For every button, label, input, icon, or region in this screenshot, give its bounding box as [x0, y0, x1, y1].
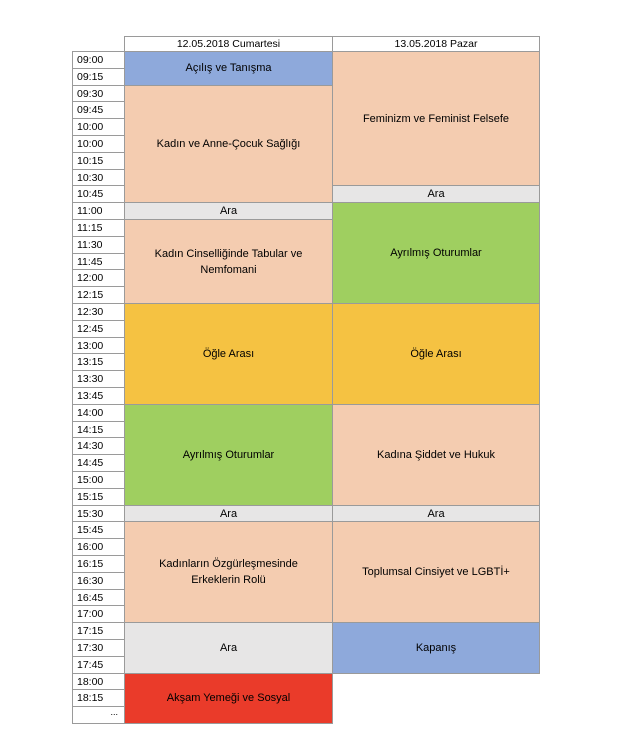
time-cell: 13:30 [72, 370, 125, 388]
time-cell: 11:00 [72, 202, 125, 220]
day1-session: Öğle Arası [124, 303, 333, 405]
time-cell: 13:00 [72, 337, 125, 355]
time-cell: 16:45 [72, 589, 125, 607]
time-cell: 13:45 [72, 387, 125, 405]
time-cell: 16:00 [72, 538, 125, 556]
time-cell: 09:15 [72, 68, 125, 86]
time-cell: 15:15 [72, 488, 125, 506]
day1-session: Ara [124, 202, 333, 220]
time-cell: 10:45 [72, 185, 125, 203]
time-cell: 12:00 [72, 269, 125, 287]
time-cell: 15:45 [72, 521, 125, 539]
time-cell: 17:30 [72, 639, 125, 657]
time-cell: 11:15 [72, 219, 125, 237]
time-cell: 09:00 [72, 51, 125, 69]
time-cell: 14:00 [72, 404, 125, 422]
time-cell: 12:45 [72, 320, 125, 338]
time-cell: 15:00 [72, 471, 125, 489]
ellipsis-cell: ... [72, 706, 125, 724]
day1-session: Ara [124, 622, 333, 673]
day1-session: Kadınların Özgürleşmesinde Erkeklerin Rolü [124, 521, 333, 623]
time-cell: 16:30 [72, 572, 125, 590]
time-cell: 17:15 [72, 622, 125, 640]
time-cell: 13:15 [72, 353, 125, 371]
time-cell: 10:00 [72, 135, 125, 153]
day2-session: Ara [332, 505, 540, 523]
time-cell: 14:30 [72, 437, 125, 455]
day1-session: Kadın Cinselliğinde Tabular ve Nemfomani [124, 219, 333, 304]
time-cell: 18:15 [72, 689, 125, 707]
time-cell: 16:15 [72, 555, 125, 573]
day1-session: Ara [124, 505, 333, 523]
time-cell: 14:15 [72, 421, 125, 439]
time-cell: 15:30 [72, 505, 125, 523]
time-cell: 09:45 [72, 101, 125, 119]
day1-header: 12.05.2018 Cumartesi [124, 36, 333, 52]
time-cell: 09:30 [72, 85, 125, 103]
time-cell: 14:45 [72, 454, 125, 472]
day2-session: Feminizm ve Feminist Felsefe [332, 51, 540, 186]
time-cell: 17:45 [72, 656, 125, 674]
day2-session: Öğle Arası [332, 303, 540, 405]
day2-session: Toplumsal Cinsiyet ve LGBTİ+ [332, 521, 540, 623]
day2-session: Kadına Şiddet ve Hukuk [332, 404, 540, 506]
time-cell: 11:45 [72, 253, 125, 271]
day1-session: Kadın ve Anne-Çocuk Sağlığı [124, 85, 333, 204]
time-cell: 10:30 [72, 169, 125, 187]
time-cell: 12:15 [72, 286, 125, 304]
day2-session: Ayrılmış Oturumlar [332, 202, 540, 304]
day2-header: 13.05.2018 Pazar [332, 36, 540, 52]
time-cell: 11:30 [72, 236, 125, 254]
day1-session: Ayrılmış Oturumlar [124, 404, 333, 506]
time-cell: 10:15 [72, 152, 125, 170]
day2-session: Kapanış [332, 622, 540, 673]
time-cell: 18:00 [72, 673, 125, 691]
time-cell: 12:30 [72, 303, 125, 321]
day1-session: Akşam Yemeği ve Sosyal [124, 673, 333, 724]
day2-session: Ara [332, 185, 540, 203]
time-cell: 10:00 [72, 118, 125, 136]
time-cell: 17:00 [72, 605, 125, 623]
day1-session: Açılış ve Tanışma [124, 51, 333, 86]
